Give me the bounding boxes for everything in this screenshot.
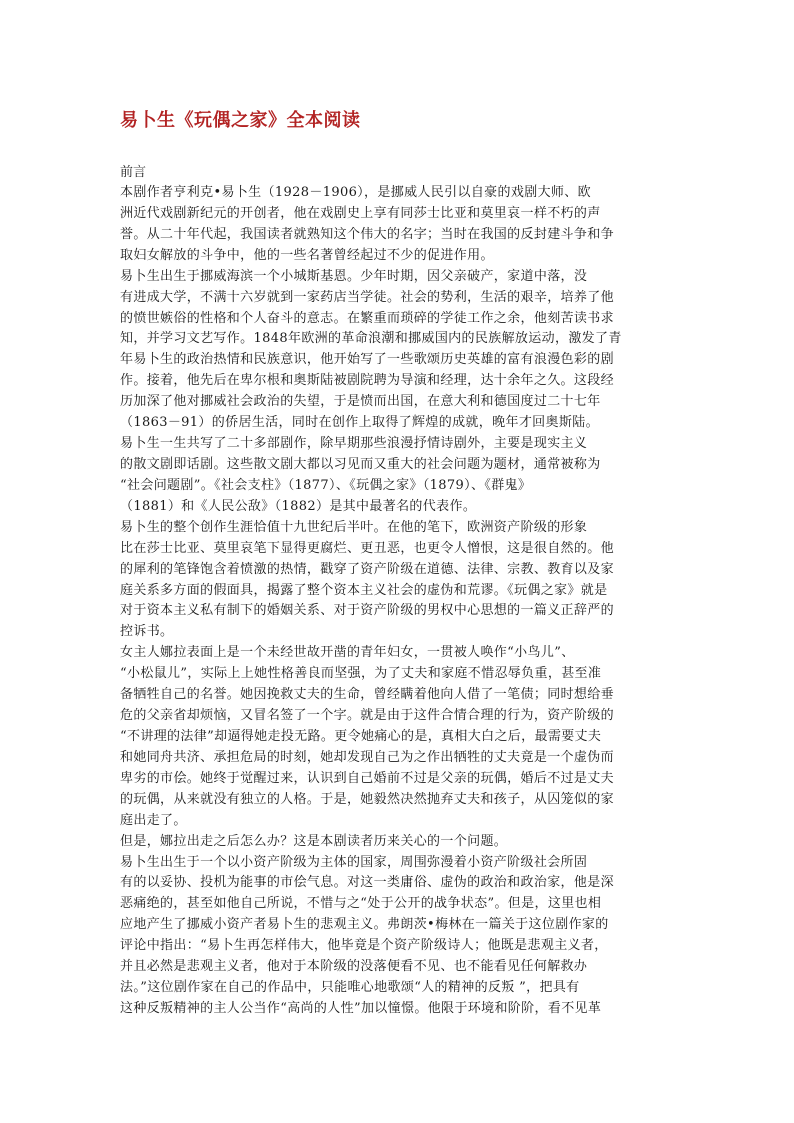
body-line: 备牺牲自己的名誉。她因挽救丈夫的生命，曾经瞒着他向人借了一笔债；同时想给垂: [120, 687, 614, 703]
body-line: 易卜生的整个创作生涯恰值十九世纪后半叶。在他的笔下，欧洲资产阶级的形象: [120, 519, 588, 535]
body-line: 易卜生一生共写了二十多部剧作，除早期那些浪漫抒情诗剧外，主要是现实主义: [120, 436, 588, 452]
body-line: “社会问题剧”。《社会支柱》（1877）、《玩偶之家》（1879）、《群鬼》: [120, 477, 532, 493]
body-line: 庭出走了。: [120, 812, 187, 828]
body-line: 洲近代戏剧新纪元的开创者，他在戏剧史上享有同莎士比亚和莫里哀一样不朽的声: [120, 205, 601, 221]
body-line: 的玩偶，从来就没有独立的人格。于是，她毅然决然抛弃丈夫和孩子，从囚笼似的家: [120, 791, 614, 807]
document-body: [120, 183, 640, 1020]
body-line: （1863－91）的侨居生活，同时在创作上取得了辉煌的成就，晚年才回奥斯陆。: [120, 415, 599, 431]
body-line: 易卜生出生于挪威海滨一个小城斯基恩。少年时期，因父亲破产，家道中落，没: [120, 268, 588, 284]
body-line: 年易卜生的政治热情和民族意识，他开始写了一些歌颂历史英雄的富有浪漫色彩的剧: [120, 352, 614, 368]
body-line: 的犀利的笔锋饱含着愤激的热情，戳穿了资产阶级在道德、法律、宗教、教育以及家: [120, 561, 614, 577]
body-line: 并且必然是悲观主义者，他对于本阶级的没落便看不见、也不能看见任何解救办: [120, 959, 588, 975]
body-line: 庭关系多方面的假面具，揭露了整个资本主义社会的虚伪和荒谬。《玩偶之家》就是: [120, 582, 608, 598]
body-line: 有进成大学，不满十六岁就到一家药店当学徒。社会的势利，生活的艰辛，培养了他: [120, 289, 614, 305]
body-line: 这种反叛精神的主人公当作“高尚的人性”加以憧憬。他限于环境和阶阶，看不见革: [120, 1000, 602, 1016]
body-line: 取妇女解放的斗争中，他的一些名著曾经起过不少的促进作用。: [120, 247, 494, 263]
body-line: 的愤世嫉俗的性格和个人奋斗的意志。在繁重而琐碎的学徒工作之余，他刻苦读书求: [120, 310, 614, 326]
body-line: 誉。从二十年代起，我国读者就熟知这个伟大的名字；当时在我国的反封建斗争和争: [120, 226, 614, 242]
body-line: 控诉书。: [120, 624, 174, 640]
body-line: 恶痛绝的，甚至如他自己所说，不惜与之“处于公开的战争状态”。但是，这里也相: [120, 896, 602, 912]
body-line: 比在莎士比亚、莫里哀笔下显得更腐烂、更丑恶，也更令人憎恨，这是很自然的。他: [120, 540, 614, 556]
body-line: 作。接着，他先后在卑尔根和奥斯陆被剧院聘为导演和经理，达十余年之久。这段经: [120, 373, 614, 389]
body-line: 易卜生出生于一个以小资产阶级为主体的国家，周围弥漫着小资产阶级社会所固: [120, 854, 588, 870]
body-line: 有的以妥协、投机为能事的市侩气息。对这一类庸俗、虚伪的政治和政治家，他是深: [120, 875, 614, 891]
document-title: 易卜生《玩偶之家》全本阅读: [120, 110, 361, 131]
body-line: 应地产生了挪威小资产者易卜生的悲观主义。弗朗茨•梅林在一篇关于这位剧作家的: [120, 917, 609, 933]
section-label: 前言: [120, 165, 147, 180]
body-line: 法。”这位剧作家在自己的作品中，只能唯心地歌颂“人的精神的反叛 ”，把具有: [120, 980, 580, 996]
body-line: “小松鼠儿”，实际上上她性格善良而坚强，为了丈夫和家庭不惜忍辱负重，甚至准: [120, 666, 602, 682]
body-line: 卑劣的市侩。她终于觉醒过来，认识到自己婚前不过是父亲的玩偶，婚后不过是丈夫: [120, 770, 614, 786]
body-line: 本剧作者亨利克•易卜生（1928－1906），是挪威人民引以自豪的戏剧大师、欧: [120, 185, 591, 200]
body-line: 女主人娜拉表面上是一个未经世故开凿的青年妇女，一贯被人唤作“小鸟儿”、: [120, 645, 575, 661]
body-line: 的散文剧即话剧。这些散文剧大都以习见而又重大的社会问题为题材，通常被称为: [120, 456, 601, 472]
body-line: 危的父亲省却烦恼，又冒名签了一个字。就是由于这件合情合理的行为，资产阶级的: [120, 708, 614, 724]
body-line: （1881）和《人民公敌》（1882）是其中最著名的代表作。: [120, 498, 477, 514]
body-line: 知，并学习文艺写作。1848年欧洲的革命浪潮和挪威国内的民族解放运动，激发了青: [120, 331, 622, 347]
body-line: 但是，娜拉出走之后怎么办？这是本剧读者历来关心的一个问题。: [120, 833, 508, 849]
body-line: 历加深了他对挪威社会政治的失望，于是愤而出国，在意大利和德国度过二十七年: [120, 394, 601, 410]
body-line: 对于资本主义私有制下的婚姻关系、对于资产阶级的男权中心思想的一篇义正辞严的: [120, 603, 614, 619]
body-line: “不讲理的法律”却逼得她走投无路。更令她痛心的是，真相大白之后，最需要丈夫: [120, 728, 602, 744]
body-line: 评论中指出：“易卜生再怎样伟大，他毕竟是个资产阶级诗人；他既是悲观主义者，: [120, 938, 608, 954]
body-line: 和她同舟共济、承担危局的时刻，她却发现自己为之作出牺牲的丈夫竟是一个虚伪而: [120, 749, 614, 765]
